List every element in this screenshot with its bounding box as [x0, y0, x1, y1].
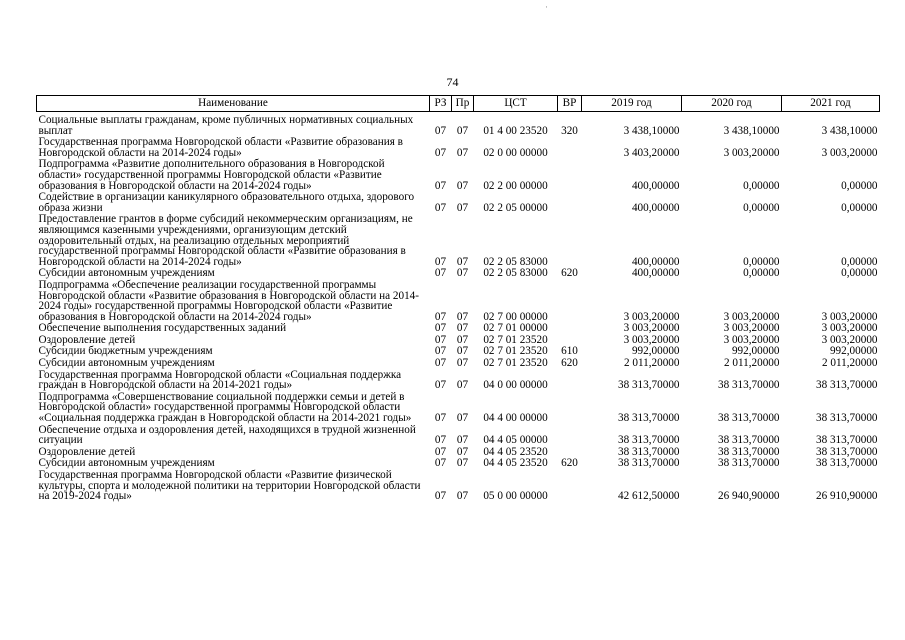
- scan-mark: ·: [545, 2, 548, 12]
- header-2019: 2019 год: [582, 96, 682, 112]
- cell-cst: 05 0 00 00000: [483, 490, 548, 503]
- cell-rz: 07: [434, 179, 447, 192]
- cell-vr: [558, 159, 582, 192]
- table-row: [37, 392, 880, 425]
- cell-y2021: 38 313,70000: [815, 445, 878, 458]
- cell-name: Подпрограмма «Развитие дополнительного образования в Новгородской области» государственной программы Новгородской области «Развитие образования в Новгородской области на 2014-2024 годы»: [38, 158, 385, 192]
- cell-y2019: 38 313,70000: [617, 412, 680, 425]
- cell-y2021: 3 003,20000: [821, 333, 878, 346]
- cell-y2021: 3 003,20000: [821, 310, 878, 323]
- cell-y2021: 3 438,10000: [821, 124, 878, 137]
- cell-y2021: 38 313,70000: [815, 434, 878, 447]
- table-row: [37, 280, 880, 323]
- cell-name: Содействие в организации каникулярного образовательного отдыха, здорового образа жизни: [38, 191, 415, 214]
- cell-cst: 01 4 00 23520: [483, 124, 548, 137]
- table-row: [37, 358, 880, 370]
- cell-y2019: 38 313,70000: [617, 445, 680, 458]
- table-row: [37, 425, 880, 447]
- cell-name: Субсидии автономным учреждениям: [38, 457, 215, 470]
- cell-cst: 02 2 05 00000: [483, 201, 548, 214]
- cell-vr: 620: [561, 457, 578, 470]
- cell-y2020: 992,00000: [731, 345, 780, 358]
- cell-y2020: 0,00000: [743, 267, 780, 280]
- cell-rz: 07: [434, 146, 447, 159]
- cell-y2021: 0,00000: [841, 255, 878, 268]
- cell-y2019: 3 003,20000: [623, 333, 680, 346]
- cell-cst: 02 7 01 23520: [483, 333, 548, 346]
- header-cst: ЦСТ: [474, 96, 558, 112]
- cell-rz: 07: [434, 333, 447, 346]
- cell-rz: 07: [434, 310, 447, 323]
- table-row: [37, 214, 880, 268]
- cell-y2019: 3 003,20000: [623, 322, 680, 335]
- cell-rz: 07: [434, 357, 447, 370]
- header-pr: Пр: [452, 96, 474, 112]
- cell-y2019: 400,00000: [631, 179, 680, 192]
- cell-pr: 07: [456, 255, 469, 268]
- page-number: 74: [446, 75, 459, 89]
- cell-rz: 07: [434, 434, 447, 447]
- cell-name: Обеспечение отдыха и оздоровления детей, находящихся в трудной жизненной ситуации: [38, 423, 416, 447]
- table-header-row: [37, 96, 880, 112]
- cell-name: Социальные выплаты гражданам, кроме публичных нормативных социальных выплат: [38, 114, 414, 137]
- cell-cst: 02 0 00 00000: [483, 146, 548, 159]
- cell-y2020: 38 313,70000: [717, 434, 780, 447]
- cell-y2020: 38 313,70000: [717, 457, 780, 470]
- table-row: [37, 159, 880, 192]
- cell-name: Обеспечение выполнения государственных заданий: [38, 322, 287, 335]
- cell-vr: [558, 392, 582, 425]
- cell-cst: 02 2 05 83000: [483, 267, 548, 280]
- cell-pr: 07: [456, 333, 469, 346]
- cell-y2020: 3 438,10000: [723, 124, 780, 137]
- table-body: [37, 112, 880, 503]
- cell-cst: 04 4 05 23520: [483, 457, 548, 470]
- cell-y2020: 3 003,20000: [723, 322, 780, 335]
- cell-cst: 02 7 01 00000: [483, 322, 548, 335]
- cell-vr: [558, 280, 582, 323]
- cell-pr: 07: [456, 434, 469, 447]
- cell-y2021: 992,00000: [829, 345, 878, 358]
- table-row: [37, 112, 880, 138]
- cell-name: Государственная программа Новгородской области «Социальная поддержка граждан в Новгородской области на 2014-2021 годы»: [38, 368, 402, 392]
- cell-y2020: 3 003,20000: [723, 146, 780, 159]
- cell-rz: 07: [434, 255, 447, 268]
- cell-y2021: 2 011,20000: [821, 357, 878, 370]
- cell-cst: 02 7 00 00000: [483, 310, 548, 323]
- cell-y2021: 0,00000: [841, 267, 878, 280]
- cell-rz: 07: [434, 201, 447, 214]
- cell-vr: [558, 323, 582, 335]
- cell-vr: [558, 425, 582, 447]
- cell-y2020: 38 313,70000: [717, 445, 780, 458]
- cell-y2021: 38 313,70000: [815, 412, 878, 425]
- cell-name: Субсидии автономным учреждениям: [38, 357, 215, 370]
- cell-y2019: 38 313,70000: [617, 457, 680, 470]
- cell-y2020: 3 003,20000: [723, 333, 780, 346]
- budget-table: [36, 95, 880, 503]
- cell-y2020: 38 313,70000: [717, 379, 780, 392]
- cell-y2019: 400,00000: [631, 201, 680, 214]
- header-vr: ВР: [558, 96, 582, 112]
- cell-rz: 07: [434, 267, 447, 280]
- cell-name: Государственная программа Новгородской области «Развитие образования в Новгородской области на 2014-2024 годы»: [38, 136, 403, 159]
- cell-pr: 07: [456, 267, 469, 280]
- cell-cst: 04 4 00 00000: [483, 412, 548, 425]
- cell-y2021: 38 313,70000: [815, 457, 878, 470]
- cell-y2019: 42 612,50000: [617, 490, 680, 503]
- cell-cst: 02 2 00 00000: [483, 179, 548, 192]
- cell-cst: 02 2 05 83000: [483, 255, 548, 268]
- cell-y2019: 992,00000: [631, 345, 680, 358]
- cell-pr: 07: [456, 179, 469, 192]
- cell-cst: 02 7 01 23520: [483, 345, 548, 358]
- cell-pr: 07: [456, 124, 469, 137]
- cell-y2020: 0,00000: [743, 201, 780, 214]
- cell-cst: 04 0 00 00000: [483, 379, 548, 392]
- cell-y2021: 3 003,20000: [821, 146, 878, 159]
- cell-pr: 07: [456, 345, 469, 358]
- cell-vr: 610: [561, 345, 578, 358]
- cell-vr: [558, 214, 582, 268]
- header-2021: 2021 год: [782, 96, 880, 112]
- table-row: [37, 370, 880, 392]
- cell-rz: 07: [434, 445, 447, 458]
- cell-name: Подпрограмма «Совершенствование социальной поддержки семьи и детей в Новгородской области» государственной программы Новгородской области «Социальная поддержка граждан в Новгородской области на 2014-2021 годы»: [38, 390, 412, 425]
- cell-y2019: 3 003,20000: [623, 310, 680, 323]
- cell-rz: 07: [434, 412, 447, 425]
- cell-vr: [558, 470, 582, 503]
- cell-y2020: 26 940,90000: [717, 490, 780, 503]
- cell-y2021: 26 910,90000: [815, 490, 878, 503]
- table-row: [37, 137, 880, 159]
- cell-y2020: 3 003,20000: [723, 310, 780, 323]
- cell-rz: 07: [434, 457, 447, 470]
- cell-y2020: 0,00000: [743, 255, 780, 268]
- cell-pr: 07: [456, 201, 469, 214]
- cell-name: Оздоровление детей: [38, 445, 136, 458]
- cell-y2019: 2 011,20000: [623, 357, 680, 370]
- header-rz: РЗ: [430, 96, 452, 112]
- header-name: Наименование: [37, 96, 430, 112]
- cell-vr: 620: [561, 357, 578, 370]
- cell-name: Подпрограмма «Обеспечение реализации государственной программы Новгородской области «Развитие образования в Новгородской области на 2014-2024 годы» государственной программы Новгородской области «Развитие образования в Новгородской области на 2014-2024 годы»: [38, 278, 419, 323]
- cell-vr: [558, 370, 582, 392]
- cell-pr: 07: [456, 357, 469, 370]
- table-row: [37, 192, 880, 214]
- cell-pr: 07: [456, 412, 469, 425]
- cell-pr: 07: [456, 379, 469, 392]
- cell-pr: 07: [456, 322, 469, 335]
- cell-name: Государственная программа Новгородской области «Развитие физической культуры, спорта и молодежной политики на территории Новгородской области на 2019-2024 годы»: [38, 469, 421, 503]
- cell-y2019: 400,00000: [631, 267, 680, 280]
- cell-cst: 02 7 01 23520: [483, 357, 548, 370]
- header-2020: 2020 год: [682, 96, 782, 112]
- cell-pr: 07: [456, 457, 469, 470]
- cell-y2019: 400,00000: [631, 255, 680, 268]
- cell-pr: 07: [456, 490, 469, 503]
- cell-y2020: 0,00000: [743, 179, 780, 192]
- cell-rz: 07: [434, 345, 447, 358]
- cell-cst: 04 4 05 23520: [483, 445, 548, 458]
- cell-y2019: 38 313,70000: [617, 434, 680, 447]
- cell-rz: 07: [434, 490, 447, 503]
- cell-rz: 07: [434, 322, 447, 335]
- cell-pr: 07: [456, 310, 469, 323]
- cell-y2021: 0,00000: [841, 201, 878, 214]
- cell-name: Субсидии бюджетным учреждениям: [38, 345, 213, 358]
- cell-vr: 620: [561, 267, 578, 280]
- cell-y2021: 0,00000: [841, 179, 878, 192]
- cell-y2019: 3 403,20000: [623, 146, 680, 159]
- cell-name: Оздоровление детей: [38, 333, 136, 346]
- cell-pr: 07: [456, 146, 469, 159]
- cell-y2019: 3 438,10000: [623, 124, 680, 137]
- cell-y2020: 2 011,20000: [723, 357, 780, 370]
- cell-name: Предоставление грантов в форме субсидий некоммерческим организациям, не являющимся казенными учреждениями, организующим детский оздоровительный отдых, на реализацию отдельных мероприятий государственной программы Новгородской области «Развитие образования в Новгородской области на 2014-2024 годы»: [38, 213, 413, 268]
- cell-cst: 04 4 05 00000: [483, 434, 548, 447]
- cell-vr: [558, 137, 582, 159]
- cell-y2019: 38 313,70000: [617, 379, 680, 392]
- cell-name: Субсидии автономным учреждениям: [38, 267, 215, 280]
- cell-vr: [558, 192, 582, 214]
- cell-rz: 07: [434, 124, 447, 137]
- cell-pr: 07: [456, 445, 469, 458]
- cell-rz: 07: [434, 379, 447, 392]
- cell-y2021: 3 003,20000: [821, 322, 878, 335]
- table-row: [37, 470, 880, 503]
- cell-vr: 320: [561, 124, 578, 137]
- cell-y2020: 38 313,70000: [717, 412, 780, 425]
- cell-y2021: 38 313,70000: [815, 379, 878, 392]
